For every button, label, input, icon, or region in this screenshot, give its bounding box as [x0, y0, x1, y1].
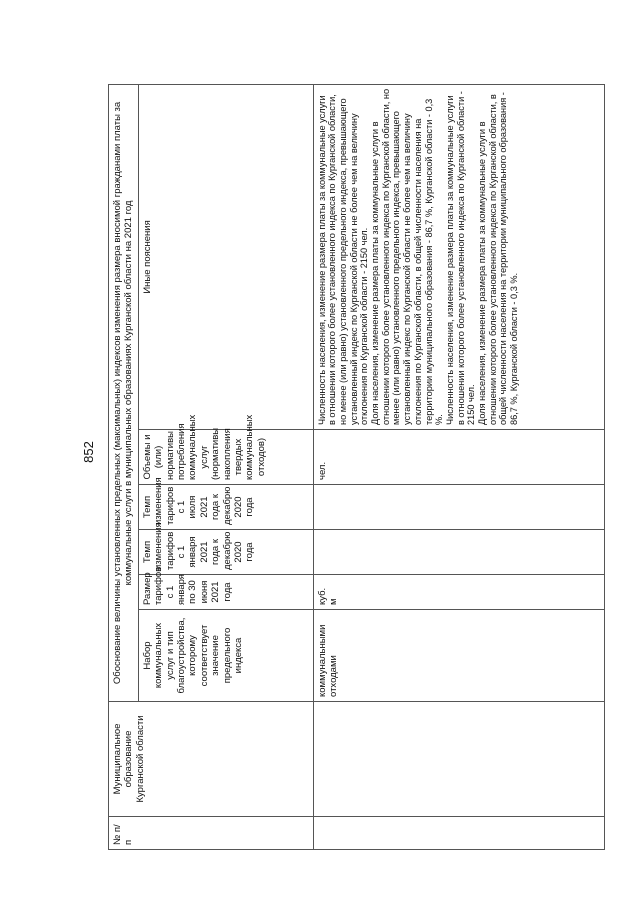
cell-rate-jul: [313, 485, 604, 530]
header-tariff-size: Размер тарифов с 1 января по 30 июня 2021 года: [138, 575, 313, 610]
cell-num: [313, 817, 604, 850]
header-explanations: Иные пояснения: [138, 84, 313, 429]
header-rate-jul: Темп изменения тарифов с 1 июля 2021 года к декабрю 2020 года: [138, 485, 313, 530]
page-number: 852: [81, 441, 96, 463]
index-justification-table: [108, 84, 605, 850]
explanation-paragraph: Доля населения, изменение размера платы за коммунальные услуги в отношении которого более установленного индекса по Курганской области, но менее (или равно) установленного предельного индекса, превышающего установленный индекс по Курганской области не более чем на величину отклонения по Курганской области, в общей численности населения на территории муниципального образования - 86,7 %, Курганской области - 0,3 %.: [370, 88, 445, 425]
cell-size: куб. м: [313, 575, 604, 610]
explanation-paragraph: Численность населения, изменение размера платы за коммунальные услуги в отношении которого более установленного индекса по Курганской области - 2150 чел.: [444, 91, 477, 425]
rotated-table-container: [108, 85, 605, 850]
table-row: [313, 84, 604, 849]
cell-explanations: [313, 84, 604, 429]
header-volume: Объемы и (или) нормативы потребления коммунальных услуг (нормативы накопления твердых коммунальных отходов): [138, 430, 313, 485]
cell-service: коммунальными отходами: [313, 610, 604, 702]
cell-volume: чел.: [313, 430, 604, 485]
header-service-set: Набор коммунальных услуг и тип благоустройства, которому соответствует значение предельного индекса: [138, 610, 313, 702]
cell-municipality: [313, 702, 604, 817]
header-num: № п/п: [109, 817, 314, 850]
header-municipality: Муниципальное образование Курганской области: [109, 702, 314, 817]
header-group-justification: Обоснование величины установленных предельных (максимальных) индексов изменения размера вносимой гражданами платы за коммунальные услуги в муниципальных образованиях Курганской области на 2021 год: [109, 84, 139, 701]
explanation-paragraph: Доля населения, изменение размера платы за коммунальные услуги в отношении которого более установленного индекса по Курганской области, в общей численности населения на территории муниципального образования - 86,7 %, Курганской области - 0,3 %.: [476, 92, 519, 425]
header-rate-jan: Темп изменения тарифов с 1 января 2021 года к декабрю 2020 года: [138, 530, 313, 575]
cell-rate-jan: [313, 530, 604, 575]
explanation-paragraph: Численность населения, изменение размера платы за коммунальные услуги в отношении которого более установленного индекса по Курганской области, но менее (или равно) установленного предельного индекса, превышающего установленный индекс по Курганской области не более чем на величину отклонения по Курганской области - 2150 чел.: [316, 94, 370, 425]
